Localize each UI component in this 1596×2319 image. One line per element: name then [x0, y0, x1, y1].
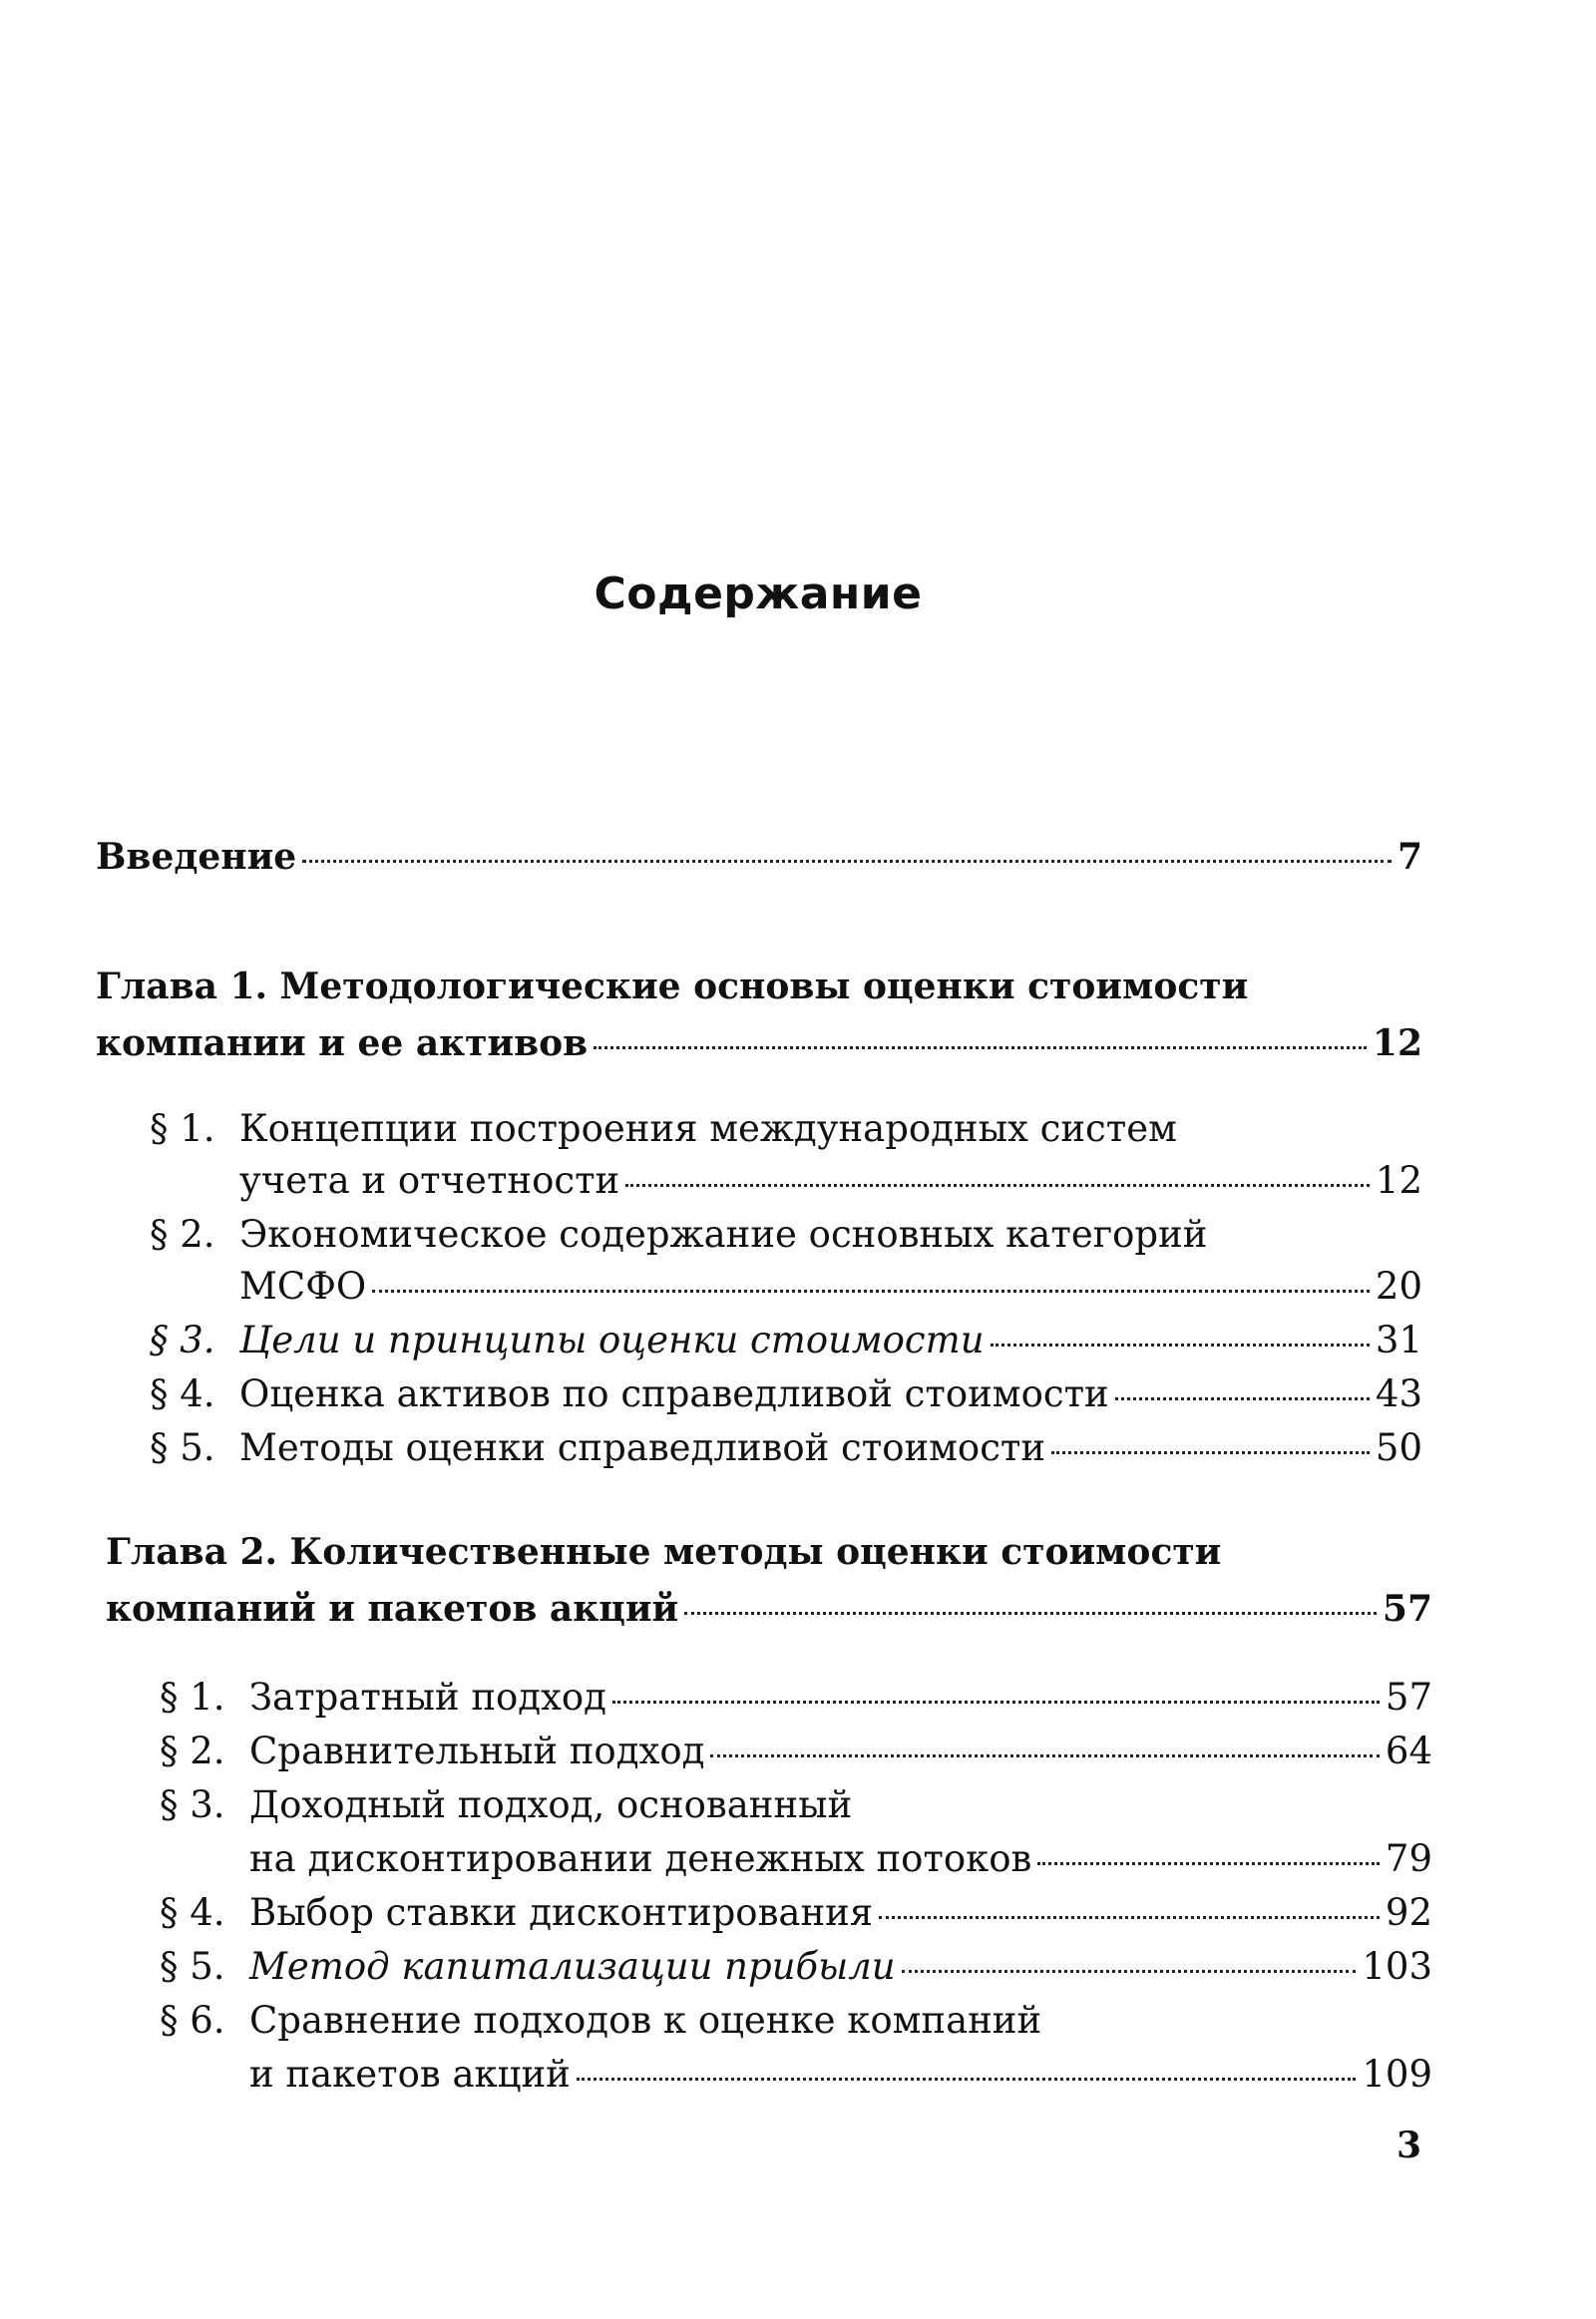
section-number: § 5. [160, 1945, 225, 1988]
section-title: Цели и принципы оценки стоимости [239, 1319, 985, 1361]
dot-leader [710, 1754, 1380, 1757]
page-title: Содержание [594, 569, 923, 619]
chapter-2-heading-line1[interactable]: Глава 2. Количественные методы оценки стоимости [106, 1531, 1222, 1573]
toc-entry-ch1-sec1[interactable] [239, 1159, 1422, 1209]
dot-leader [577, 2078, 1357, 2081]
section-number: § 5. [150, 1426, 215, 1469]
dot-leader [902, 1970, 1357, 1973]
toc-page-number: 79 [1385, 1837, 1432, 1880]
toc-entry-ch2-sec5[interactable] [249, 1945, 1432, 1995]
toc-page-number: 103 [1362, 1945, 1432, 1988]
toc-entry-ch2-sec3[interactable] [249, 1837, 1432, 1887]
toc-entry-ch1-sec3[interactable] [239, 1319, 1422, 1368]
section-number: § 4. [150, 1372, 215, 1415]
toc-entry-ch1-sec5[interactable] [239, 1426, 1422, 1476]
toc-page-number: 7 [1396, 836, 1422, 878]
page-number: 3 [1396, 2125, 1422, 2166]
toc-entry-ch1-sec4[interactable] [239, 1372, 1422, 1422]
dot-leader [594, 1046, 1367, 1049]
section-title: Оценка активов по справедливой стоимости [239, 1372, 1109, 1415]
section-title: Сравнительный подход [249, 1730, 705, 1772]
dot-leader [625, 1184, 1370, 1187]
toc-page-number: 50 [1375, 1426, 1422, 1469]
toc-page-number: 92 [1385, 1891, 1432, 1934]
toc-entry-ch2-sec6[interactable] [249, 2053, 1432, 2103]
toc-page-number: 12 [1372, 1022, 1422, 1064]
section-number: § 1. [160, 1676, 225, 1719]
toc-page-number: 31 [1375, 1319, 1422, 1361]
dot-leader [1037, 1862, 1380, 1865]
toc-entry-chapter-2[interactable] [106, 1588, 1432, 1638]
section-title-line1[interactable]: Сравнение подходов к оценке компаний [249, 1999, 1042, 2042]
section-title-line2: и пакетов акций [249, 2053, 571, 2096]
toc-entry-chapter-1[interactable] [96, 1022, 1422, 1072]
toc-entry-introduction[interactable] [96, 836, 1422, 886]
section-number: § 1. [150, 1107, 215, 1150]
toc-entry-label: Введение [96, 836, 297, 878]
toc-page-number: 43 [1375, 1372, 1422, 1415]
section-title-line1[interactable]: Доходный подход, основанный [249, 1783, 853, 1826]
toc-page-number: 57 [1385, 1676, 1432, 1719]
dot-leader [302, 860, 1392, 863]
toc-entry-ch2-sec4[interactable] [249, 1891, 1432, 1941]
section-number: § 2. [150, 1213, 215, 1256]
section-title-line2: МСФО [239, 1265, 367, 1308]
section-title-line2: учета и отчетности [239, 1159, 620, 1202]
toc-entry-ch2-sec1[interactable] [249, 1676, 1432, 1726]
section-title: Методы оценки справедливой стоимости [239, 1426, 1046, 1469]
toc-entry-ch2-sec2[interactable] [249, 1730, 1432, 1779]
dot-leader [1051, 1451, 1370, 1454]
toc-page-number: 12 [1375, 1159, 1422, 1202]
toc-page-number: 109 [1362, 2053, 1432, 2096]
section-title: Метод капитализации прибыли [249, 1945, 896, 1988]
section-number: § 2. [160, 1730, 225, 1772]
toc-page-number: 57 [1382, 1588, 1432, 1630]
section-number: § 3. [150, 1319, 215, 1361]
section-title-line1[interactable]: Концепции построения международных систем [239, 1107, 1177, 1150]
section-title: Затратный подход [249, 1676, 606, 1719]
dot-leader [612, 1701, 1380, 1704]
dot-leader [991, 1344, 1370, 1347]
section-title-line2: на дисконтировании денежных потоков [249, 1837, 1032, 1880]
dot-leader [879, 1916, 1380, 1919]
dot-leader [1115, 1397, 1370, 1400]
chapter-2-heading-line2: компаний и пакетов акций [106, 1588, 679, 1630]
toc-entry-ch1-sec2[interactable] [239, 1265, 1422, 1315]
chapter-1-heading-line2: компании и ее активов [96, 1022, 589, 1064]
section-number: § 3. [160, 1783, 225, 1826]
dot-leader [372, 1290, 1370, 1293]
section-number: § 4. [160, 1891, 225, 1934]
dot-leader [684, 1612, 1377, 1615]
toc-page-number: 20 [1375, 1265, 1422, 1308]
section-title-line1[interactable]: Экономическое содержание основных категорий [239, 1213, 1208, 1256]
toc-page-number: 64 [1385, 1730, 1432, 1772]
section-title: Выбор ставки дисконтирования [249, 1891, 874, 1934]
section-number: § 6. [160, 1999, 225, 2042]
chapter-1-heading-line1[interactable]: Глава 1. Методологические основы оценки стоимости [96, 966, 1249, 1007]
